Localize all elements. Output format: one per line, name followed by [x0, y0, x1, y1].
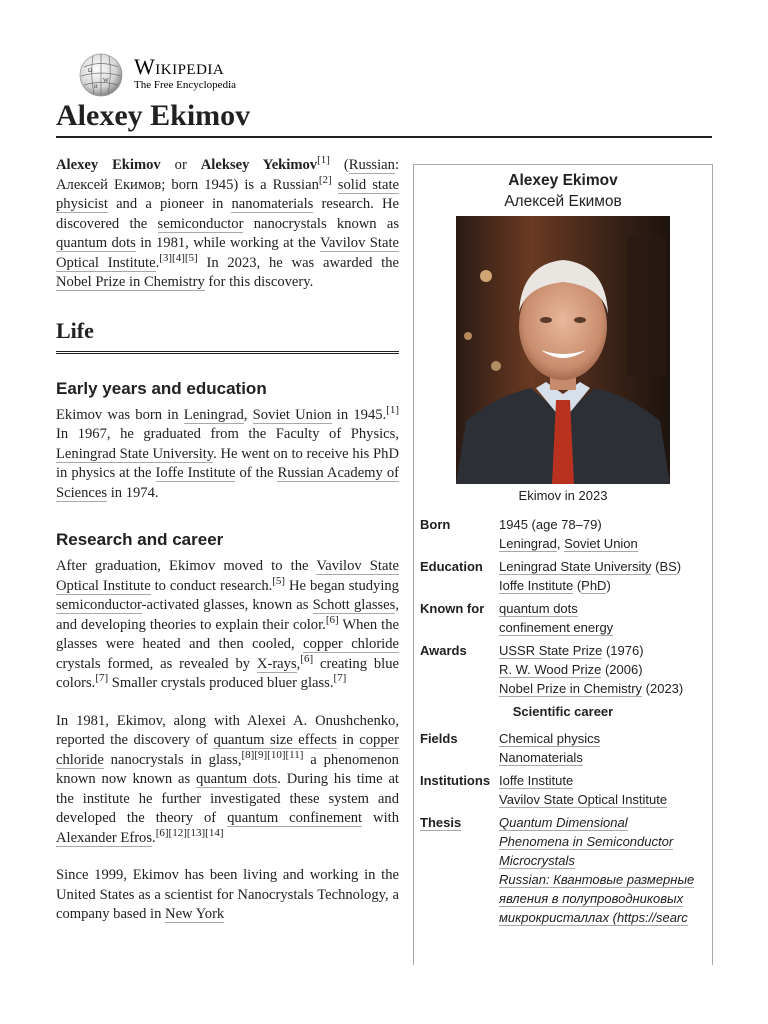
reference-link[interactable]: [2]: [318, 173, 332, 186]
awards-label: Awards: [420, 643, 467, 658]
link-leningrad-state-university[interactable]: Leningrad State University: [56, 445, 214, 462]
reference-link[interactable]: [3][4][5]: [159, 251, 198, 264]
page-title: Alexey Ekimov: [56, 98, 712, 138]
reference-link[interactable]: [6]: [325, 613, 339, 626]
link-vavilov-institute[interactable]: Vavilov State Optical Institute: [56, 558, 399, 594]
link-vavilov-institute[interactable]: Vavilov State Optical Institute: [56, 235, 399, 271]
infobox-native-name: Алексей Екимов: [504, 193, 622, 210]
link-chemical-physics[interactable]: Chemical physics: [499, 731, 601, 746]
thesis-russian-line-3[interactable]: микрокристаллах (https://searc: [499, 910, 688, 925]
infobox-row-institutions: [414, 767, 712, 809]
svg-text:И: И: [94, 85, 98, 90]
link-leningrad[interactable]: Leningrad: [183, 406, 244, 423]
infobox-row-education: Education Leningrad State University (BS) Ioffe Institute (PhD): [420, 559, 682, 593]
article-body: [56, 156, 399, 943]
link-quantum-dots[interactable]: quantum dots: [196, 771, 278, 787]
reference-link[interactable]: [8][9][10][11]: [241, 748, 304, 761]
research-paragraph-1: After graduation, Ekimov moved to the Vavilov State Optical Institute to conduct research.[5] He began studying semiconductor-activated glasses, known as Schott glasses, and developing theories to explain their color.[6] When the glasses were heated and then cooled, copper chloride crystals formed, as revealed by X-rays,[6] creating blue colors.[7] Smaller crystals produced bluer glass.[7]: [56, 558, 400, 691]
link-copper-chloride[interactable]: copper chloride: [56, 732, 399, 768]
subsection-heading-research: Research and career: [56, 530, 224, 549]
wordmark-title: Wikipedia: [134, 54, 225, 79]
reference-link[interactable]: [1]: [386, 403, 400, 416]
link-rw-wood-prize[interactable]: R. W. Wood Prize: [499, 662, 602, 677]
education-label: Education: [420, 559, 483, 574]
link-solid-state-physicist[interactable]: solid state physicist: [56, 176, 399, 212]
born-label: Born: [420, 517, 451, 532]
wikipedia-globe-logo[interactable]: [74, 52, 128, 98]
link-soviet-union[interactable]: Soviet Union: [252, 406, 332, 423]
research-paragraph-3: Since 1999, Ekimov has been living and working in the United States as a scientist for Nanocrystals Technology, a company based in New York: [56, 867, 399, 922]
born-date: 1945 (age 78–79): [499, 517, 602, 532]
infobox: [413, 164, 713, 965]
infobox-name: Alexey Ekimov: [508, 172, 618, 189]
link-semiconductor[interactable]: semiconductor: [157, 215, 244, 232]
svg-text:Ω: Ω: [88, 68, 93, 74]
link-quantum-dots[interactable]: quantum dots: [499, 601, 578, 616]
reference-link[interactable]: [7]: [333, 672, 347, 685]
link-thesis[interactable]: Thesis: [420, 815, 462, 830]
link-nobel-prize-chemistry[interactable]: Nobel Prize in Chemistry: [56, 274, 205, 290]
link-semiconductor[interactable]: semiconductor: [56, 597, 142, 613]
reference-link[interactable]: [5]: [272, 574, 286, 587]
link-vavilov-institute[interactable]: Vavilov State Optical Institute: [499, 792, 668, 807]
institutions-label: Institutions: [420, 773, 491, 788]
reference-link[interactable]: [7]: [95, 672, 109, 685]
link-leningrad[interactable]: Leningrad: [499, 536, 557, 551]
infobox-section-scientific-career: Scientific career: [512, 704, 614, 719]
link-soviet-union[interactable]: Soviet Union: [564, 536, 638, 551]
reference-link[interactable]: [6][12][13][14]: [155, 826, 224, 839]
link-phd-degree[interactable]: PhD: [581, 578, 607, 593]
link-schott-glasses[interactable]: Schott glasses: [312, 597, 396, 613]
infobox-row-awards: Awards USSR State Prize (1976) R. W. Wood Prize (2006) Nobel Prize in Chemistry (2023): [420, 643, 684, 696]
link-bs-degree[interactable]: BS: [659, 559, 677, 574]
link-alexander-efros[interactable]: Alexander Efros: [56, 829, 153, 846]
link-ussr-state-prize[interactable]: USSR State Prize: [499, 643, 603, 658]
intro-paragraph: Alexey Ekimov or Aleksey Yekimov[1] (Russian: Алексей Екимов; born 1945) is a Russian[2] solid state physicist and a pioneer in nanomaterials research. He discovered the semiconductor nanocrystals known as quantum dots in 1981, while working at the Vavilov State Optical Institute.[3][4][5] In 2023, he was awarded the Nobel Prize in Chemistry for this discovery.: [56, 154, 400, 290]
link-nanomaterials[interactable]: nanomaterials: [231, 196, 314, 212]
link-nanomaterials[interactable]: Nanomaterials: [499, 750, 583, 765]
subsection-heading-early-years: Early years and education: [56, 378, 267, 398]
infobox-row-known-for: [414, 595, 712, 637]
link-confinement-energy[interactable]: confinement energy: [499, 620, 614, 635]
subject-alt-name: Aleksey Yekimov: [200, 157, 318, 173]
reference-link[interactable]: [1]: [317, 154, 330, 167]
early-years-paragraph: Ekimov was born in Leningrad, Soviet Union in 1945.[1] In 1967, he graduated from the Faculty of Physics, Leningrad State University. He went on to receive his PhD in physics at the Ioffe Institute of the Russian Academy of Sciences in 1974.: [56, 403, 400, 501]
reference-link[interactable]: [6]: [300, 652, 314, 665]
known-for-label: Known for: [420, 601, 485, 616]
fields-label: Fields: [420, 731, 458, 746]
link-copper-chloride[interactable]: copper chloride: [303, 636, 400, 652]
thesis-title-line-1[interactable]: Quantum Dimensional: [499, 815, 628, 830]
research-paragraph-2: In 1981, Ekimov, along with Alexei A. Onushchenko, reported the discovery of quantum size effects in copper chloride nanocrystals in glass,[8][9][10][11] a phenomenon known now known as quantum dots. During his time at the institute he further investigated these system and developed the theory of quantum confinement with Alexander Efros.[6][12][13][14]: [56, 712, 399, 846]
svg-text:W: W: [103, 78, 109, 84]
link-russian-academy-of-sciences[interactable]: Russian Academy of Sciences: [56, 465, 399, 501]
link-x-rays[interactable]: X-rays: [256, 655, 297, 672]
thesis-title-line-2[interactable]: Phenomena in Semiconductor: [499, 834, 674, 849]
infobox-row-born: Born 1945 (age 78–79) Leningrad, Soviet Union: [414, 511, 712, 553]
link-ioffe-institute[interactable]: Ioffe Institute: [499, 578, 574, 593]
section-heading-life: Life: [56, 317, 399, 354]
infobox-row-thesis: [414, 809, 712, 927]
link-russian[interactable]: Russian: [348, 157, 395, 173]
link-leningrad-state-university[interactable]: Leningrad State University: [499, 559, 652, 574]
link-quantum-dots[interactable]: quantum dots: [56, 235, 136, 251]
infobox-row-fields: [414, 725, 712, 767]
link-ioffe-institute[interactable]: Ioffe Institute: [499, 773, 574, 788]
thesis-russian-line-2[interactable]: явления в полупроводниковых: [499, 891, 684, 906]
portrait-photo[interactable]: [456, 216, 670, 484]
link-quantum-size-effects[interactable]: quantum size effects: [213, 732, 337, 748]
link-quantum-confinement[interactable]: quantum confinement: [227, 810, 363, 826]
wikipedia-wordmark[interactable]: [134, 56, 236, 91]
subject-name: Alexey Ekimov: [56, 157, 161, 173]
link-ioffe-institute[interactable]: Ioffe Institute: [155, 465, 236, 481]
photo-caption: Ekimov in 2023: [518, 488, 608, 503]
link-new-york[interactable]: New York: [165, 906, 225, 922]
thesis-title-line-3[interactable]: Microcrystals: [499, 853, 575, 868]
thesis-russian-line-1[interactable]: Russian: Квантовые размерные: [499, 872, 695, 887]
wordmark-subtitle: The Free Encyclopedia: [134, 79, 237, 91]
link-nobel-prize-chemistry[interactable]: Nobel Prize in Chemistry: [499, 681, 643, 696]
